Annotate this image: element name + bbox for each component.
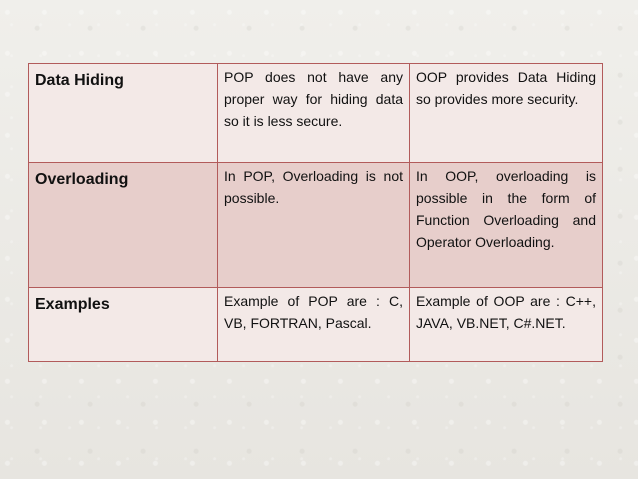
oop-text: In OOP, overloading is possible in the form of Function Overloading and Operator Overloading. [416, 168, 596, 250]
feature-cell [29, 64, 218, 163]
feature-cell [29, 288, 218, 362]
oop-text: Example of OOP are : C++, JAVA, VB.NET, C#.NET. [416, 293, 596, 331]
comparison-table [28, 63, 603, 362]
pop-cell [218, 163, 410, 288]
oop-cell [410, 163, 603, 288]
oop-cell [410, 64, 603, 163]
feature-cell [29, 163, 218, 288]
feature-label: Data Hiding [35, 72, 124, 89]
table-row-overloading [29, 163, 603, 288]
table-row-data-hiding [29, 64, 603, 163]
pop-text: In POP, Overloading is not possible. [224, 168, 403, 206]
pop-text: Example of POP are : C, VB, FORTRAN, Pascal. [224, 293, 403, 331]
pop-cell [218, 288, 410, 362]
pop-cell [218, 64, 410, 163]
feature-label: Examples [35, 296, 110, 313]
oop-text: OOP provides Data Hiding so provides more security. [416, 69, 596, 107]
table-row-examples [29, 288, 603, 362]
feature-label: Overloading [35, 171, 129, 188]
oop-cell [410, 288, 603, 362]
pop-text: POP does not have any proper way for hiding data so it is less secure. [224, 69, 403, 129]
